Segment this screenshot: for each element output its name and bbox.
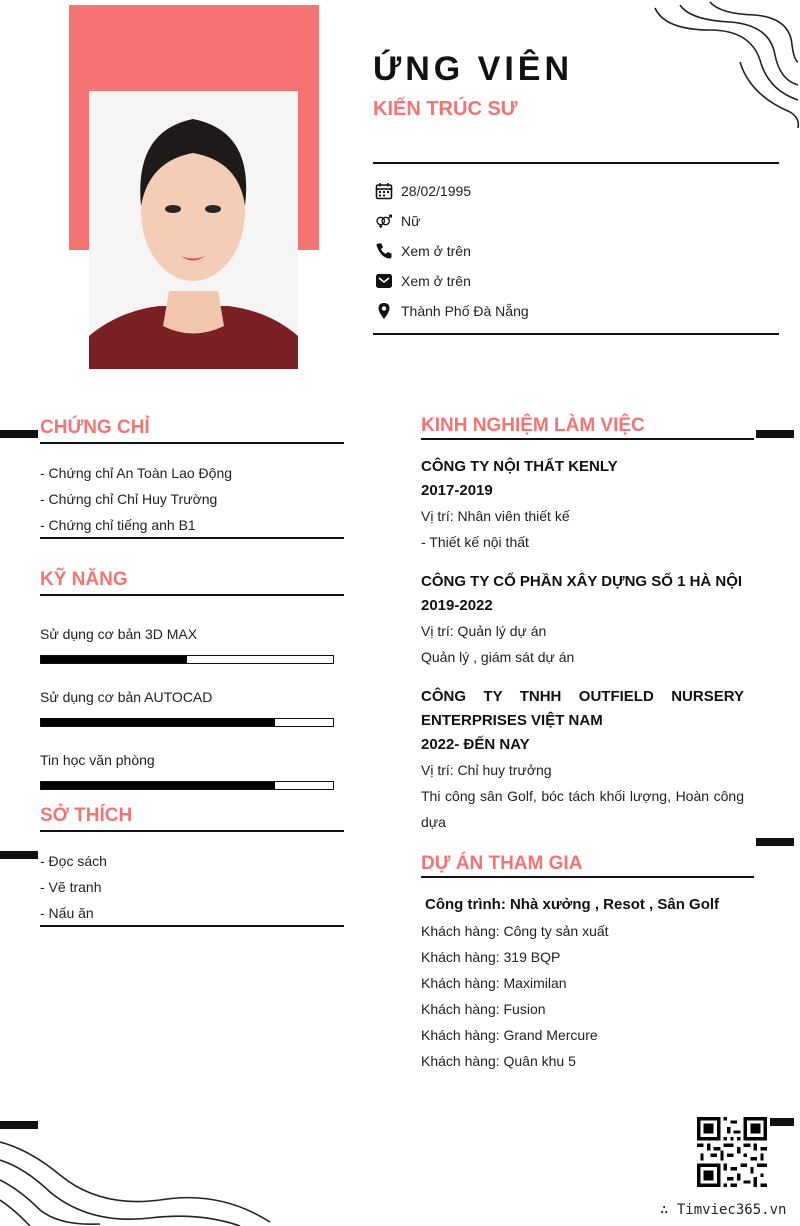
project-heading: Công trình: Nhà xưởng , Resot , Sân Golf (425, 896, 720, 913)
experience-entry (421, 685, 744, 835)
list-item: - Chứng chỉ Chỉ Huy Trường (40, 491, 218, 507)
certificates-list (40, 460, 232, 538)
skill-label: Sử dụng cơ bản 3D MAX (40, 626, 198, 642)
company-name: CÔNG TY NỘI THẤT KENLY (421, 458, 618, 475)
side-marker-bottom-right (770, 1118, 794, 1126)
skill-level-fill (41, 782, 275, 789)
hobbies-list (40, 848, 107, 926)
gender-icon (373, 211, 395, 231)
location-pin-icon (373, 301, 395, 321)
email-text: Xem ở trên (401, 273, 471, 289)
side-marker-hobbies (0, 851, 38, 859)
side-marker-certificates (0, 430, 38, 438)
hobbies-bottom-divider (40, 925, 344, 927)
projects-divider (421, 876, 754, 878)
experience-heading: KINH NGHIỆM LÀM VIỆC (421, 415, 645, 436)
skills-divider (40, 594, 344, 596)
list-item: - Vẽ tranh (40, 879, 102, 895)
side-marker-projects (756, 838, 794, 846)
list-item: Khách hàng: Công ty sản xuất (421, 923, 609, 939)
list-item: Khách hàng: Quân khu 5 (421, 1053, 576, 1069)
employment-period: 2022- ĐẾN NAY (421, 736, 530, 753)
qr-code-icon[interactable] (697, 1117, 767, 1187)
job-description: Thi công sân Golf, bóc tách khối lượng, Hoàn công dựa (421, 788, 744, 830)
phone-row (373, 236, 773, 266)
birthdate-row (373, 176, 773, 206)
projects-heading: DỰ ÁN THAM GIA (421, 853, 583, 874)
contact-info (373, 176, 773, 326)
list-item: Khách hàng: 319 BQP (421, 949, 561, 965)
phone-icon (373, 241, 395, 261)
gender-text: Nữ (401, 213, 421, 229)
candidate-photo (89, 91, 298, 369)
list-item: - Đọc sách (40, 853, 107, 869)
skill-label: Sử dụng cơ bản AUTOCAD (40, 689, 213, 705)
contact-top-divider (373, 162, 779, 164)
skill-level-fill (41, 656, 187, 663)
email-row (373, 266, 773, 296)
certificates-heading: CHỨNG CHỈ (40, 417, 150, 438)
list-item: - Chứng chỉ tiếng anh B1 (40, 517, 196, 533)
contact-bottom-divider (373, 333, 779, 335)
job-title: KIẾN TRÚC SƯ (373, 98, 518, 120)
skill-level-bar (40, 718, 334, 727)
list-item: - Chứng chỉ An Toàn Lao Động (40, 465, 233, 481)
position: Vị trí: Chỉ huy trưởng (421, 762, 552, 778)
list-item: Khách hàng: Fusion (421, 1001, 546, 1017)
skill-label: Tin học văn phòng (40, 752, 155, 768)
gender-row (373, 206, 773, 236)
list-item: Khách hàng: Grand Mercure (421, 1027, 598, 1043)
employment-period: 2019-2022 (421, 597, 493, 614)
side-marker-experience (756, 430, 794, 438)
job-description: - Thiết kế nội thất (421, 534, 529, 550)
skill-level-fill (41, 719, 275, 726)
certificates-bottom-divider (40, 537, 344, 539)
experience-entry (421, 570, 744, 670)
experience-divider (421, 438, 754, 440)
hobbies-divider (40, 830, 344, 832)
job-description: Quản lý , giám sát dự án (421, 649, 575, 665)
brand-watermark: ∴ Timviec365.vn (660, 1202, 787, 1218)
certificates-divider (40, 442, 344, 444)
birthdate-text: 28/02/1995 (401, 183, 472, 199)
skill-level-bar (40, 781, 334, 790)
phone-text: Xem ở trên (401, 243, 471, 259)
projects-list (421, 892, 751, 1074)
candidate-name: ỨNG VIÊN (373, 50, 574, 88)
address-row (373, 296, 773, 326)
position: Vị trí: Nhân viên thiết kế (421, 508, 570, 524)
company-name: CÔNG TY CỔ PHẦN XÂY DỰNG SỐ 1 HÀ NỘI (421, 573, 743, 590)
email-icon (373, 271, 395, 291)
list-item: Khách hàng: Maximilan (421, 975, 567, 991)
calendar-icon (373, 181, 395, 201)
hobbies-heading: SỞ THÍCH (40, 805, 133, 826)
decorative-waves-bottom (0, 1130, 280, 1226)
address-text: Thành Phố Đà Nẵng (401, 303, 529, 319)
list-item: - Nấu ăn (40, 905, 94, 921)
employment-period: 2017-2019 (421, 482, 493, 499)
position: Vị trí: Quản lý dự án (421, 623, 547, 639)
side-marker-bottom-left (0, 1121, 38, 1129)
skill-level-bar (40, 655, 334, 664)
company-name: CÔNG TY TNHH OUTFIELD NURSERY ENTERPRISES VIỆT NAM (421, 688, 744, 729)
experience-entry (421, 455, 744, 555)
decorative-waves-top (650, 0, 800, 130)
skills-heading: KỸ NĂNG (40, 569, 128, 590)
